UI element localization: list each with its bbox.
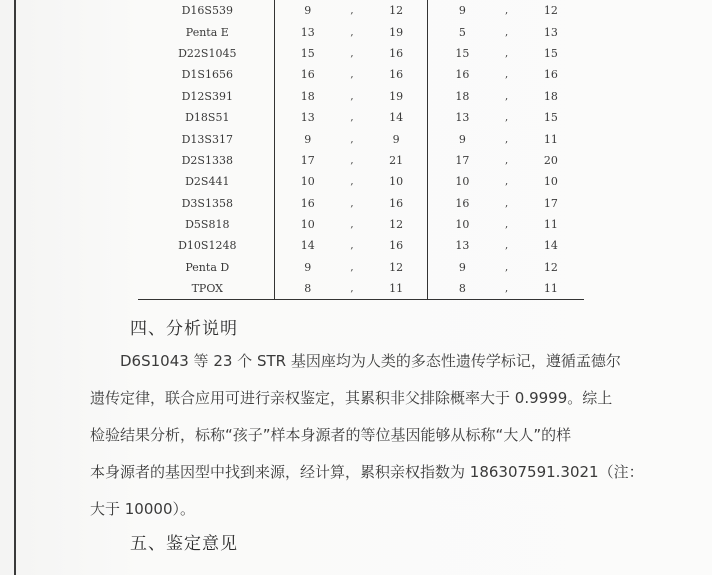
- allele-cell: 17: [543, 196, 558, 210]
- allele-cell: 15: [543, 111, 558, 125]
- allele-cell: 11: [543, 132, 558, 146]
- allele-cell: 10: [543, 175, 558, 189]
- allele-cell: 12: [543, 260, 558, 274]
- allele-cell: 14: [543, 239, 558, 253]
- allele-cell: 18: [543, 89, 558, 103]
- table-bottom-rule: [138, 299, 584, 300]
- allele-cell: 21: [389, 153, 404, 167]
- allele-cell: 12: [543, 4, 558, 18]
- separator-cell: ,: [505, 240, 509, 252]
- allele-cell: 16: [300, 68, 315, 82]
- separator-cell: ,: [350, 154, 354, 166]
- separator-cell: ,: [350, 240, 354, 252]
- allele-cell: 9: [304, 260, 312, 274]
- table-row: [140, 193, 584, 214]
- table-row: [140, 0, 584, 21]
- allele-cell: 9: [304, 132, 312, 146]
- allele-cell: 10: [389, 175, 404, 189]
- separator-cell: ,: [505, 5, 509, 17]
- allele-cell: 16: [543, 68, 558, 82]
- analysis-line: 检验结果分析，标称“孩子”样本身源者的等位基因能够从标称“大人”的样: [90, 426, 572, 444]
- table-row: [140, 214, 584, 235]
- allele-cell: 10: [455, 175, 470, 189]
- analysis-line: 大于 10000）。: [90, 500, 195, 518]
- locus-cell: D10S1248: [178, 239, 237, 253]
- separator-cell: ,: [505, 133, 509, 145]
- allele-cell: 8: [304, 282, 312, 296]
- table-row: [140, 235, 584, 256]
- allele-cell: 20: [543, 153, 558, 167]
- separator-cell: ,: [505, 261, 509, 273]
- allele-cell: 12: [389, 218, 404, 232]
- allele-cell: 15: [300, 46, 315, 60]
- allele-cell: 16: [389, 46, 404, 60]
- allele-cell: 18: [300, 89, 315, 103]
- locus-cell: D13S317: [181, 132, 233, 146]
- allele-cell: 16: [389, 239, 404, 253]
- separator-cell: ,: [505, 112, 509, 124]
- separator-cell: ,: [350, 176, 354, 188]
- allele-cell: 13: [300, 111, 315, 125]
- allele-cell: 13: [455, 111, 470, 125]
- allele-cell: 16: [300, 196, 315, 210]
- allele-cell: 17: [455, 153, 470, 167]
- allele-cell: 19: [389, 89, 404, 103]
- separator-cell: ,: [505, 154, 509, 166]
- analysis-line: 本身源者的基因型中找到来源，经计算，累积亲权指数为 186307591.3021（注：: [90, 463, 644, 481]
- separator-cell: ,: [350, 197, 354, 209]
- allele-cell: 11: [543, 282, 558, 296]
- allele-cell: 16: [455, 68, 470, 82]
- locus-cell: D2S441: [185, 175, 230, 189]
- table-row: [140, 278, 584, 299]
- section-heading-conclusion: 五、鉴定意见: [130, 534, 238, 554]
- analysis-paragraph: [90, 343, 650, 528]
- separator-cell: ,: [505, 47, 509, 59]
- table-row: [140, 43, 584, 64]
- separator-cell: ,: [350, 133, 354, 145]
- separator-cell: ,: [505, 197, 509, 209]
- separator-cell: ,: [505, 90, 509, 102]
- allele-cell: 11: [389, 282, 404, 296]
- allele-cell: 15: [455, 46, 470, 60]
- analysis-line: 遗传定律，联合应用可进行亲权鉴定，其累积非父排除概率大于 0.9999。综上: [90, 389, 613, 407]
- locus-cell: Penta E: [185, 25, 229, 39]
- separator-cell: ,: [350, 219, 354, 231]
- allele-cell: 12: [389, 4, 404, 18]
- allele-cell: 13: [543, 25, 558, 39]
- separator-cell: ,: [350, 261, 354, 273]
- str-genotype-table: [140, 0, 584, 299]
- allele-cell: 16: [389, 68, 404, 82]
- table-row: [140, 107, 584, 128]
- table-row: [140, 86, 584, 107]
- allele-cell: 13: [455, 239, 470, 253]
- allele-cell: 11: [543, 218, 558, 232]
- allele-cell: 5: [458, 25, 466, 39]
- separator-cell: ,: [505, 176, 509, 188]
- separator-cell: ,: [350, 112, 354, 124]
- allele-cell: 16: [455, 196, 470, 210]
- allele-cell: 9: [458, 4, 466, 18]
- allele-cell: 17: [300, 153, 315, 167]
- separator-cell: ,: [350, 90, 354, 102]
- locus-cell: D5S818: [185, 218, 230, 232]
- separator-cell: ,: [505, 283, 509, 295]
- separator-cell: ,: [350, 69, 354, 81]
- table-row: [140, 21, 584, 42]
- separator-cell: ,: [350, 283, 354, 295]
- locus-cell: D12S391: [181, 89, 233, 103]
- table-row: [140, 64, 584, 85]
- locus-cell: D2S1338: [181, 153, 233, 167]
- locus-cell: D16S539: [181, 4, 233, 18]
- page-edge-line: [14, 0, 16, 575]
- table-row: [140, 128, 584, 149]
- section-heading-analysis: 四、分析说明: [130, 319, 238, 339]
- separator-cell: ,: [505, 69, 509, 81]
- allele-cell: 14: [300, 239, 315, 253]
- allele-cell: 14: [389, 111, 404, 125]
- table-row: [140, 171, 584, 192]
- allele-cell: 10: [300, 218, 315, 232]
- allele-cell: 12: [389, 260, 404, 274]
- analysis-line: D6S1043 等 23 个 STR 基因座均为人类的多态性遗传学标记，遵循孟德尔: [120, 352, 621, 370]
- locus-cell: D3S1358: [181, 196, 233, 210]
- allele-cell: 10: [300, 175, 315, 189]
- locus-cell: D18S51: [185, 111, 230, 125]
- table-row: [140, 150, 584, 171]
- allele-cell: 18: [455, 89, 470, 103]
- separator-cell: ,: [505, 26, 509, 38]
- allele-cell: 19: [389, 25, 404, 39]
- separator-cell: ,: [350, 47, 354, 59]
- separator-cell: ,: [505, 219, 509, 231]
- table-row: [140, 257, 584, 278]
- locus-cell: Penta D: [185, 260, 230, 274]
- locus-cell: TPOX: [191, 282, 223, 296]
- allele-cell: 15: [543, 46, 558, 60]
- allele-cell: 8: [458, 282, 466, 296]
- allele-cell: 10: [455, 218, 470, 232]
- locus-cell: D1S1656: [181, 68, 233, 82]
- separator-cell: ,: [350, 26, 354, 38]
- allele-cell: 13: [300, 25, 315, 39]
- allele-cell: 9: [458, 260, 466, 274]
- allele-cell: 9: [392, 132, 400, 146]
- separator-cell: ,: [350, 5, 354, 17]
- allele-cell: 9: [458, 132, 466, 146]
- allele-cell: 9: [304, 4, 312, 18]
- locus-cell: D22S1045: [178, 46, 237, 60]
- allele-cell: 16: [389, 196, 404, 210]
